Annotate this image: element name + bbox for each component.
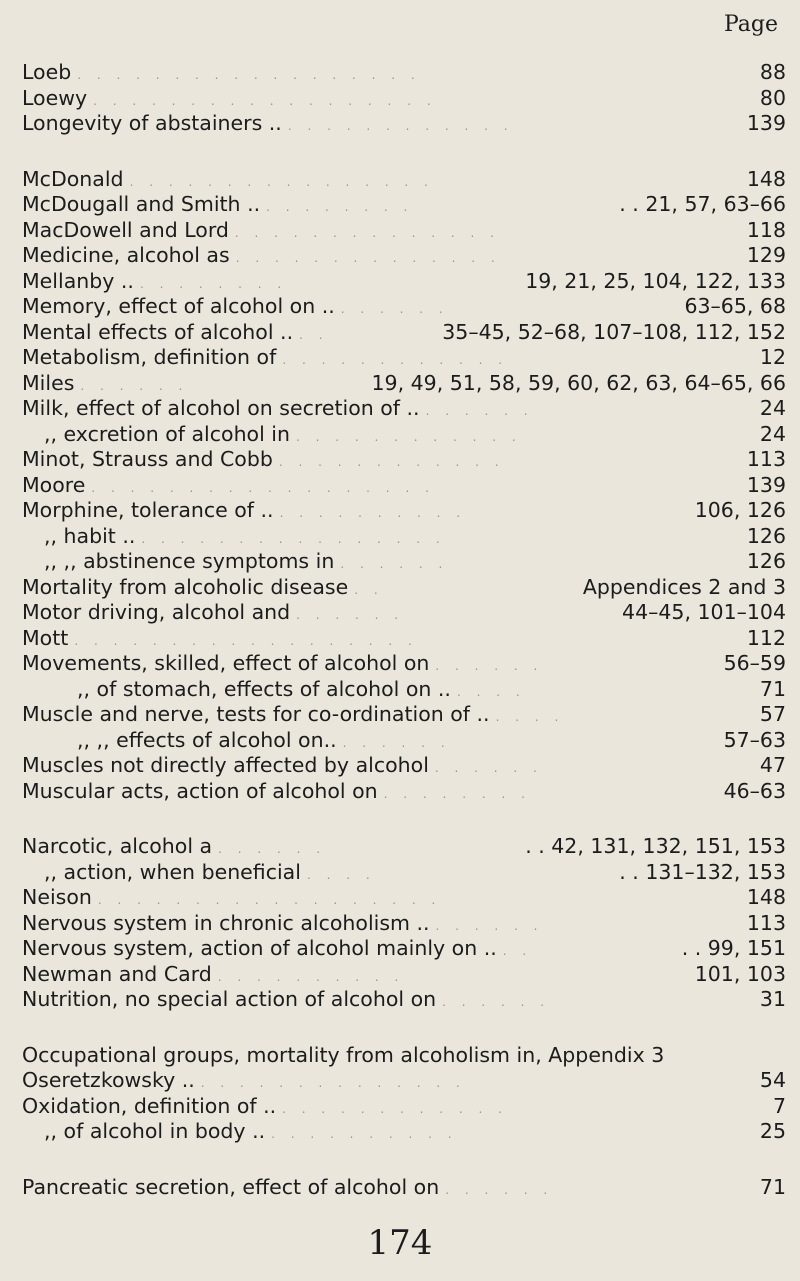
index-entry — [22, 885, 786, 911]
entry-heading: Minot, Strauss and Cobb — [22, 447, 273, 471]
entry-heading: ,, of stomach, effects of alcohol on .. — [77, 676, 451, 701]
entry-page-refs: 19, 49, 51, 58, 59, 60, 62, 63, 64–65, 66 — [371, 370, 786, 395]
leader-dots: . . . . . . — [442, 995, 551, 1009]
entry-heading: Pancreatic secretion, effect of alcohol on — [22, 1174, 440, 1199]
leader-dots: . . . . . . . . . . — [271, 1127, 458, 1141]
entry-heading: Medicine, alcohol as — [22, 243, 230, 267]
index-entry — [22, 473, 786, 499]
entry-page-refs: 148 — [746, 166, 786, 191]
leader-dots: . . . . . . . . . . . . — [287, 119, 514, 133]
entry-heading: Nervous system, action of alcohol mainly on .. — [22, 936, 497, 960]
index-entry — [22, 600, 786, 626]
index-entry — [22, 651, 786, 677]
leader-dots: . . — [299, 327, 329, 342]
index-entry — [22, 167, 786, 193]
entry-page-refs: 118 — [746, 217, 786, 242]
index-entry — [22, 779, 786, 805]
entry-page-refs: 24 — [759, 421, 786, 446]
entry-page-refs: 63–65, 68 — [684, 294, 786, 318]
leader-dots: . . . . — [495, 710, 565, 724]
entry-page-refs: 139 — [746, 472, 786, 497]
index-entry — [22, 524, 786, 550]
entry-heading: Occupational groups, mortality from alcoholism in, Appendix 3 — [22, 1042, 665, 1067]
entry-page-refs: 113 — [746, 447, 786, 471]
entry-page-refs: 54 — [759, 1068, 786, 1092]
index-entry — [22, 243, 786, 269]
entry-heading: Movements, skilled, effect of alcohol on — [22, 651, 430, 675]
entry-heading: ,, of alcohol in body .. — [44, 1119, 266, 1143]
leader-dots: . . . . . . . . . . . . — [282, 353, 509, 367]
index-entry — [22, 1043, 786, 1069]
section-gap — [22, 1013, 786, 1043]
section-gap — [22, 137, 786, 167]
entry-heading: Oseretzkowsky .. — [22, 1068, 195, 1092]
index-entry — [22, 549, 786, 575]
leader-dots: . . . . . . — [445, 1182, 554, 1197]
entry-page-refs: 113 — [746, 910, 786, 935]
index-entry — [22, 447, 786, 473]
index-entry — [22, 860, 786, 886]
entry-page-refs: 47 — [759, 753, 786, 777]
leader-dots: . . . . . . . . . . . . . . . . . . — [97, 893, 442, 907]
index-entry — [22, 677, 786, 703]
entry-page-refs: 126 — [746, 549, 786, 573]
index-entry — [22, 753, 786, 779]
index-entry — [22, 218, 786, 244]
entry-heading: Muscle and nerve, tests for co-ordination of .. — [22, 702, 490, 726]
entry-page-refs: 12 — [759, 345, 786, 369]
leader-dots: . . . . . . . . . . . . . . . . — [141, 531, 446, 546]
entry-page-refs: 7 — [772, 1093, 786, 1118]
entry-page-refs: 35–45, 52–68, 107–108, 112, 152 — [442, 319, 786, 344]
entry-heading: McDougall and Smith .. — [22, 192, 261, 216]
leader-dots: . . . . . . . . . . . . . . — [234, 225, 500, 240]
entry-heading: McDonald — [22, 166, 124, 191]
entry-page-refs: 80 — [759, 85, 786, 110]
entry-heading: MacDowell and Lord — [22, 217, 229, 242]
entry-heading: Newman and Card — [22, 961, 212, 986]
leader-dots: . . . . . . — [425, 404, 534, 418]
entry-page-refs: 101, 103 — [694, 961, 786, 986]
entry-heading: Longevity of abstainers .. — [22, 111, 282, 135]
leader-dots: . . . . . . . . . . . . . . . . . . — [74, 633, 418, 648]
leader-dots: . . . . — [456, 684, 526, 699]
entry-page-refs: 106, 126 — [694, 498, 786, 522]
index-entry — [22, 1068, 786, 1094]
leader-dots: . . . . . . — [340, 557, 449, 571]
entry-heading: ,, habit .. — [44, 523, 136, 548]
index-entry — [22, 936, 786, 962]
leader-dots: . . . . . . . . . . . . . . — [200, 1076, 466, 1090]
entry-page-refs: 31 — [759, 987, 786, 1011]
entry-heading: Motor driving, alcohol and — [22, 600, 291, 624]
index-entry — [22, 396, 786, 422]
entry-page-refs: . . 21, 57, 63–66 — [619, 192, 786, 216]
index-entry — [22, 294, 786, 320]
index-entry — [22, 575, 786, 601]
entry-page-refs: 24 — [759, 396, 786, 420]
entry-page-refs: Appendices 2 and 3 — [582, 574, 786, 599]
index-entry — [22, 911, 786, 937]
page-column-label: Page — [723, 12, 778, 37]
index-entry — [22, 422, 786, 448]
index-entry — [22, 60, 786, 86]
entry-heading: Milk, effect of alcohol on secretion of .. — [22, 396, 420, 420]
index-entry — [22, 111, 786, 137]
entry-page-refs: 57 — [759, 702, 786, 726]
entry-page-refs: 25 — [759, 1119, 786, 1143]
entry-page-refs: 148 — [746, 885, 786, 909]
index-entry — [22, 626, 786, 652]
entry-page-refs: 56–59 — [723, 651, 786, 675]
entry-page-refs: . . 131–132, 153 — [619, 859, 786, 884]
index-entry — [22, 345, 786, 371]
leader-dots: . . . . . . . . . . . . — [296, 429, 522, 444]
index-entry — [22, 987, 786, 1013]
entry-heading: ,, ,, effects of alcohol on.. — [77, 727, 337, 752]
entry-heading: ,, action, when beneficial — [44, 859, 301, 884]
entry-heading: Nutrition, no special action of alcohol on — [22, 987, 437, 1011]
leader-dots: . . . . . . — [340, 302, 449, 316]
leader-dots: . . . . . . . . — [139, 276, 288, 291]
entry-heading: Narcotic, alcohol a — [22, 834, 213, 858]
index-entry — [22, 371, 786, 397]
leader-dots: . . . . . . . . . . . . — [278, 455, 505, 469]
leader-dots: . . . . . . . . — [266, 200, 414, 214]
index-entry — [22, 192, 786, 218]
entry-heading: Mott — [22, 625, 69, 650]
entry-page-refs: 112 — [746, 625, 786, 650]
entry-page-refs: 139 — [746, 111, 786, 135]
entry-page-refs: 46–63 — [723, 778, 786, 803]
leader-dots: . . . . . . . . . . . . . . . . — [129, 174, 434, 189]
entry-heading: Miles — [22, 370, 75, 395]
leader-dots: . . . . . . — [434, 761, 543, 775]
entry-page-refs: 88 — [759, 60, 786, 84]
index-entry — [22, 498, 786, 524]
index-entry — [22, 962, 786, 988]
entry-heading: Moore — [22, 472, 86, 497]
index-entry — [22, 1119, 786, 1145]
leader-dots: . . . . . . — [218, 842, 327, 856]
page-number: 174 — [367, 1223, 433, 1263]
entry-heading: Neison — [22, 885, 92, 909]
entry-heading: Morphine, tolerance of .. — [22, 498, 274, 522]
leader-dots: . . . . . . — [435, 918, 544, 933]
leader-dots: . . — [502, 944, 533, 958]
entry-page-refs: 126 — [746, 523, 786, 548]
leader-dots: . . . . . . — [296, 608, 405, 622]
entry-page-refs: 57–63 — [723, 727, 786, 752]
entry-page-refs: 19, 21, 25, 104, 122, 133 — [525, 268, 786, 293]
entry-heading: Muscular acts, action of alcohol on — [22, 778, 378, 803]
entry-page-refs: 71 — [759, 676, 786, 701]
entry-page-refs: 71 — [759, 1174, 786, 1199]
index-entry — [22, 86, 786, 112]
leader-dots: . . . . . . . . . . — [279, 506, 467, 520]
entry-heading: Memory, effect of alcohol on .. — [22, 294, 335, 318]
index-entry — [22, 1094, 786, 1120]
entry-page-refs: 129 — [746, 243, 786, 267]
entry-heading: Muscles not directly affected by alcohol — [22, 753, 429, 777]
entry-heading: Loewy — [22, 85, 88, 110]
leader-dots: . . . . . . . . . . . . — [282, 1101, 508, 1116]
leader-dots: . . . . . . . . . . . . . . — [235, 251, 501, 265]
entry-page-refs: . . 99, 151 — [681, 936, 786, 960]
entry-heading: ,, ,, abstinence symptoms in — [44, 549, 335, 573]
index-entry — [22, 269, 786, 295]
section-gap — [22, 1145, 786, 1175]
index-entries — [22, 60, 786, 1200]
leader-dots: . . . . — [306, 867, 376, 882]
index-entry — [22, 728, 786, 754]
entry-heading: Metabolism, definition of — [22, 345, 277, 369]
entry-heading: Nervous system in chronic alcoholism .. — [22, 910, 430, 935]
leader-dots: . . . . . . . . — [383, 786, 531, 801]
leader-dots: . . . . . . . . . . — [217, 969, 405, 984]
leader-dots: . . . . . . . . . . . . . . . . . . — [93, 93, 437, 108]
leader-dots: . . . . . . . . . . . . . . . . . . — [91, 480, 435, 495]
leader-dots: . . . . . . — [342, 735, 451, 750]
index-entry — [22, 702, 786, 728]
entry-heading: Mental effects of alcohol .. — [22, 319, 294, 344]
leader-dots: . . — [354, 582, 384, 597]
entry-heading: Loeb — [22, 60, 72, 84]
entry-page-refs: . . 42, 131, 132, 151, 153 — [525, 834, 786, 858]
entry-page-refs: 44–45, 101–104 — [622, 600, 786, 624]
leader-dots: . . . . . . — [80, 378, 189, 393]
section-gap — [22, 804, 786, 834]
leader-dots: . . . . . . . . . . . . . . . . . . — [77, 68, 421, 82]
entry-heading: Oxidation, definition of .. — [22, 1093, 277, 1118]
entry-heading: Mellanby .. — [22, 268, 134, 293]
index-entry — [22, 834, 786, 860]
entry-heading: ,, excretion of alcohol in — [44, 421, 290, 446]
entry-heading: Mortality from alcoholic disease — [22, 574, 349, 599]
leader-dots: . . . . . . — [435, 659, 544, 673]
index-entry — [22, 320, 786, 346]
index-entry — [22, 1175, 786, 1201]
